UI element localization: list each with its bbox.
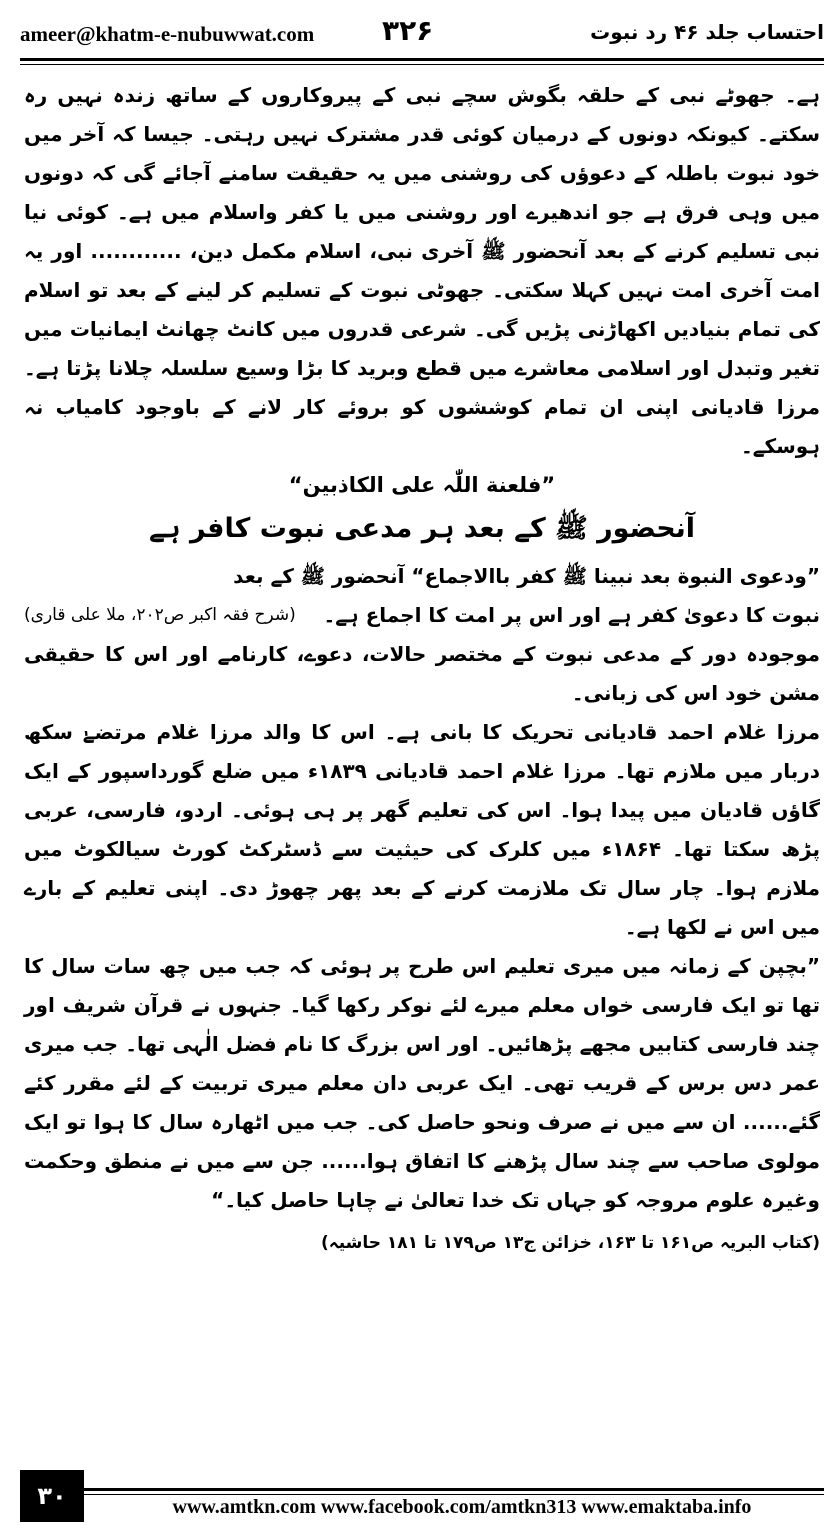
page-footer — [20, 1470, 824, 1528]
quote-curse: ”فلعنة اللّٰہ علی الکاذبین“ — [288, 473, 556, 497]
header-page-number: ۳۲۶ — [382, 14, 434, 47]
paragraph-4: مرزا غلام احمد قادیانی تحریک کا بانی ہے۔ اس کا والد مرزا غلام مرتضےٰ سکھ دربار میں ملازم تھا۔ مرزا غلام احمد قادیانی ۱۸۳۹ء میں ضلع گورداسپور کے ایک گاؤں قادیان میں پیدا ہوا۔ اس کی تعلیم گھر پر ہی ہوئی۔ اردو، فارسی، عربی پڑھ سکتا تھا۔ ۱۸۶۴ء میں کلرک کی حیثیت سے ڈسٹرکٹ کورٹ سیالکوٹ میں ملازم ہوا۔ چار سال تک ملازمت کرنے کے بعد پھر چھوڑ دی۔ اپنی تعلیم کے بارے میں اس نے لکھا ہے۔ — [24, 720, 820, 939]
paragraph-5: ”بچپن کے زمانہ میں میری تعلیم اس طرح پر ہوئی کہ جب میں چھ سات سال کا تھا تو ایک فارسی خواں معلم میرے لئے نوکر رکھا گیا۔ جنہوں نے قرآن شریف اور چند فارسی کتابیں مجھے پڑھائیں۔ اور اس بزرگ کا نام فضل الٰہی تھا۔ جب میری عمر دس برس کے قریب تھی۔ ایک عربی دان معلم میری تربیت کے لئے مقرر کئے گئے...... ان سے میں نے صرف ونحو حاصل کی۔ جب میں اٹھارہ سال کا ہوا تو ایک مولوی صاحب سے چند سال پڑھنے کا اتفاق ہوا...... جن سے میں نے منطق وحکمت وغیرہ علوم مروجہ کو جہاں تک خدا تعالیٰ نے چاہا حاصل کیا۔“ — [24, 954, 820, 1212]
header-book-title: احتساب جلد ۴۶ رد نبوت — [590, 20, 824, 44]
section-heading: آنحضور ﷺ کے بعد ہر مدعی نبوت کافر ہے — [148, 513, 696, 544]
paragraph-1: ہے۔ جھوٹے نبی کے حلقہ بگوش سچے نبی کے پیروکاروں کے ساتھ زندہ نہیں رہ سکتے۔ کیونکہ دونوں کے درمیان کوئی قدر مشترک نہیں رہتی۔ جیسا کہ آخر میں خود نبوت باطلہ کے دعوؤں کی روشنی میں یہ حقیقت سامنے آجائے گی کہ دونوں میں وہی فرق ہے جو اندھیرے اور روشنی میں یا کفر واسلام میں ہے۔ کوئی نیا نبی تسلیم کرنے کے بعد آنحضور ﷺ آخری نبی، اسلام مکمل دین، ............ اور یہ امت آخری امت نہیں کہلا سکتی۔ جھوٹی نبوت کے تسلیم کر لینے کے بعد تو اسلام کی تمام بنیادیں اکھاڑنی پڑیں گی۔ شرعی قدروں میں کانٹ چھانٹ ایمانیات میں تغیر وتبدل اور اسلامی معاشرے میں قطع وبرید کا بڑا وسیع سلسلہ چلانا پڑتا ہے۔ مرزا قادیانی اپنی ان تمام کوششوں کو بروئے کار لانے کے باوجود کامیاب نہ ہوسکے۔ — [24, 83, 820, 458]
reference-line — [24, 596, 820, 635]
arabic-quote: ”ودعوی النبوة بعد نبینا ﷺ کفر باالاجماع“ آنحضور ﷺ کے بعد — [233, 564, 820, 588]
paragraph-2: نبوت کا دعویٰ کفر ہے اور اس پر امت کا اجماع ہے۔ — [323, 603, 820, 627]
footer-page-number: ۳۰ — [20, 1470, 84, 1522]
paragraph-3: موجودہ دور کے مدعی نبوت کے مختصر حالات، دعوے، کارنامے اور اس کا حقیقی مشن خود اس کی زبانی۔ — [24, 642, 820, 705]
page-header — [20, 8, 824, 56]
footer-divider-thin — [76, 1494, 824, 1495]
source-citation: (کتاب البریہ ص۱۶۱ تا ۱۶۳، خزائن ج۱۳ ص۱۷۹ تا ۱۸۱ حاشیہ) — [320, 1233, 820, 1253]
header-email: ameer@khatm-e-nubuwwat.com — [20, 22, 315, 46]
footer-divider — [76, 1488, 824, 1491]
footer-urls: www.amtkn.com www.facebook.com/amtkn313 www.emaktaba.info — [172, 1496, 752, 1518]
header-divider — [20, 58, 824, 65]
reference-citation: (شرح فقہ اکبر ص۲۰۲، ملا علی قاری) — [24, 605, 296, 625]
page-body — [24, 76, 820, 1450]
